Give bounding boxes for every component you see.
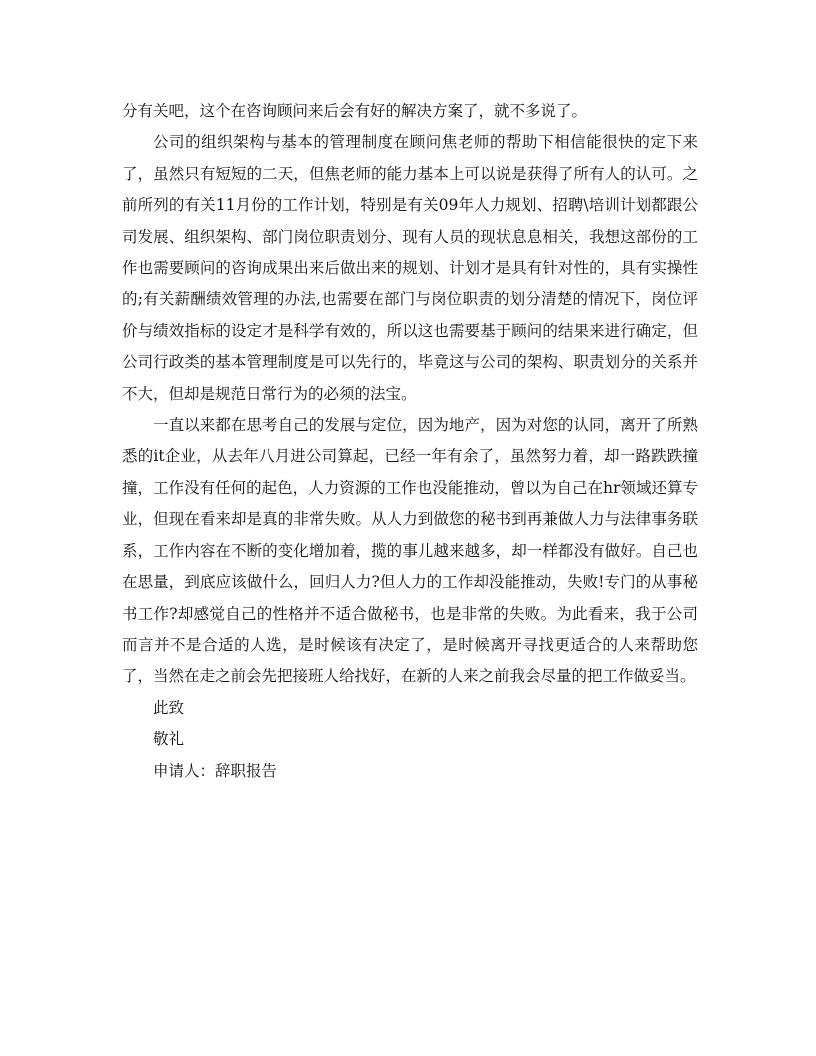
paragraph-resignation-reason: 一直以来都在思考自己的发展与定位，因为地产，因为对您的认同，离开了所熟悉的it企业，从去年八月进公司算起，已经一年有余了，虽然努力着，却一路跌跌撞撞，工作没有任何的起色，人力资源的工作也没能推动，曾以为自己在hr领域还算专业，但现在看来却是真的非常失败。从人力到做您的秘书到再兼做人力与法律事务联系，工作内容在不断的变化增加着，揽的事儿越来越多，却一样都没有做好。自己也在思量，到底应该做什么，回归人力?但人力的工作却没能推动，失败!专门的从事秘书工作?却感觉自己的性格并不适合做秘书，也是非常的失败。为此看来，我于公司而言并不是合适的人选，是时候该有决定了，是时候离开寻找更适合的人来帮助您了，当然在走之前会先把接班人给找好，在新的人来之前我会尽量的把工作做妥当。	[122, 416, 698, 686]
paragraph-continuation: 分有关吧，这个在咨询顾问来后会有好的解决方案了，就不多说了。	[122, 102, 588, 120]
paragraph-management-system: 公司的组织架构与基本的管理制度在顾问焦老师的帮助下相信能很快的定下来了，虽然只有短短的二天，但焦老师的能力基本上可以说是获得了所有人的认可。之前所列的有关11月份的工作计划，特别是有关09年人力规划、招聘\培训计划都跟公司发展、组织架构、部门岗位职责划分、现有人员的现状息息相关，我想这部份的工作也需要顾问的咨询成果出来后做出来的规划、计划才是具有针对性的，具有实操性的;有关薪酬绩效管理的办法,也需要在部门与岗位职责的划分清楚的情况下，岗位评价与绩效指标的设定才是科学有效的，所以这也需要基于顾问的结果来进行确定，但公司行政类的基本管理制度是可以先行的，毕竟这与公司的架构、职责划分的关系并不大，但却是规范日常行为的必须的法宝。	[122, 133, 698, 403]
closing-regards: 敬礼	[153, 730, 185, 749]
closing-salutation: 此致	[153, 698, 185, 717]
document-page	[122, 96, 698, 787]
signature-line: 申请人：辞职报告	[153, 761, 278, 780]
